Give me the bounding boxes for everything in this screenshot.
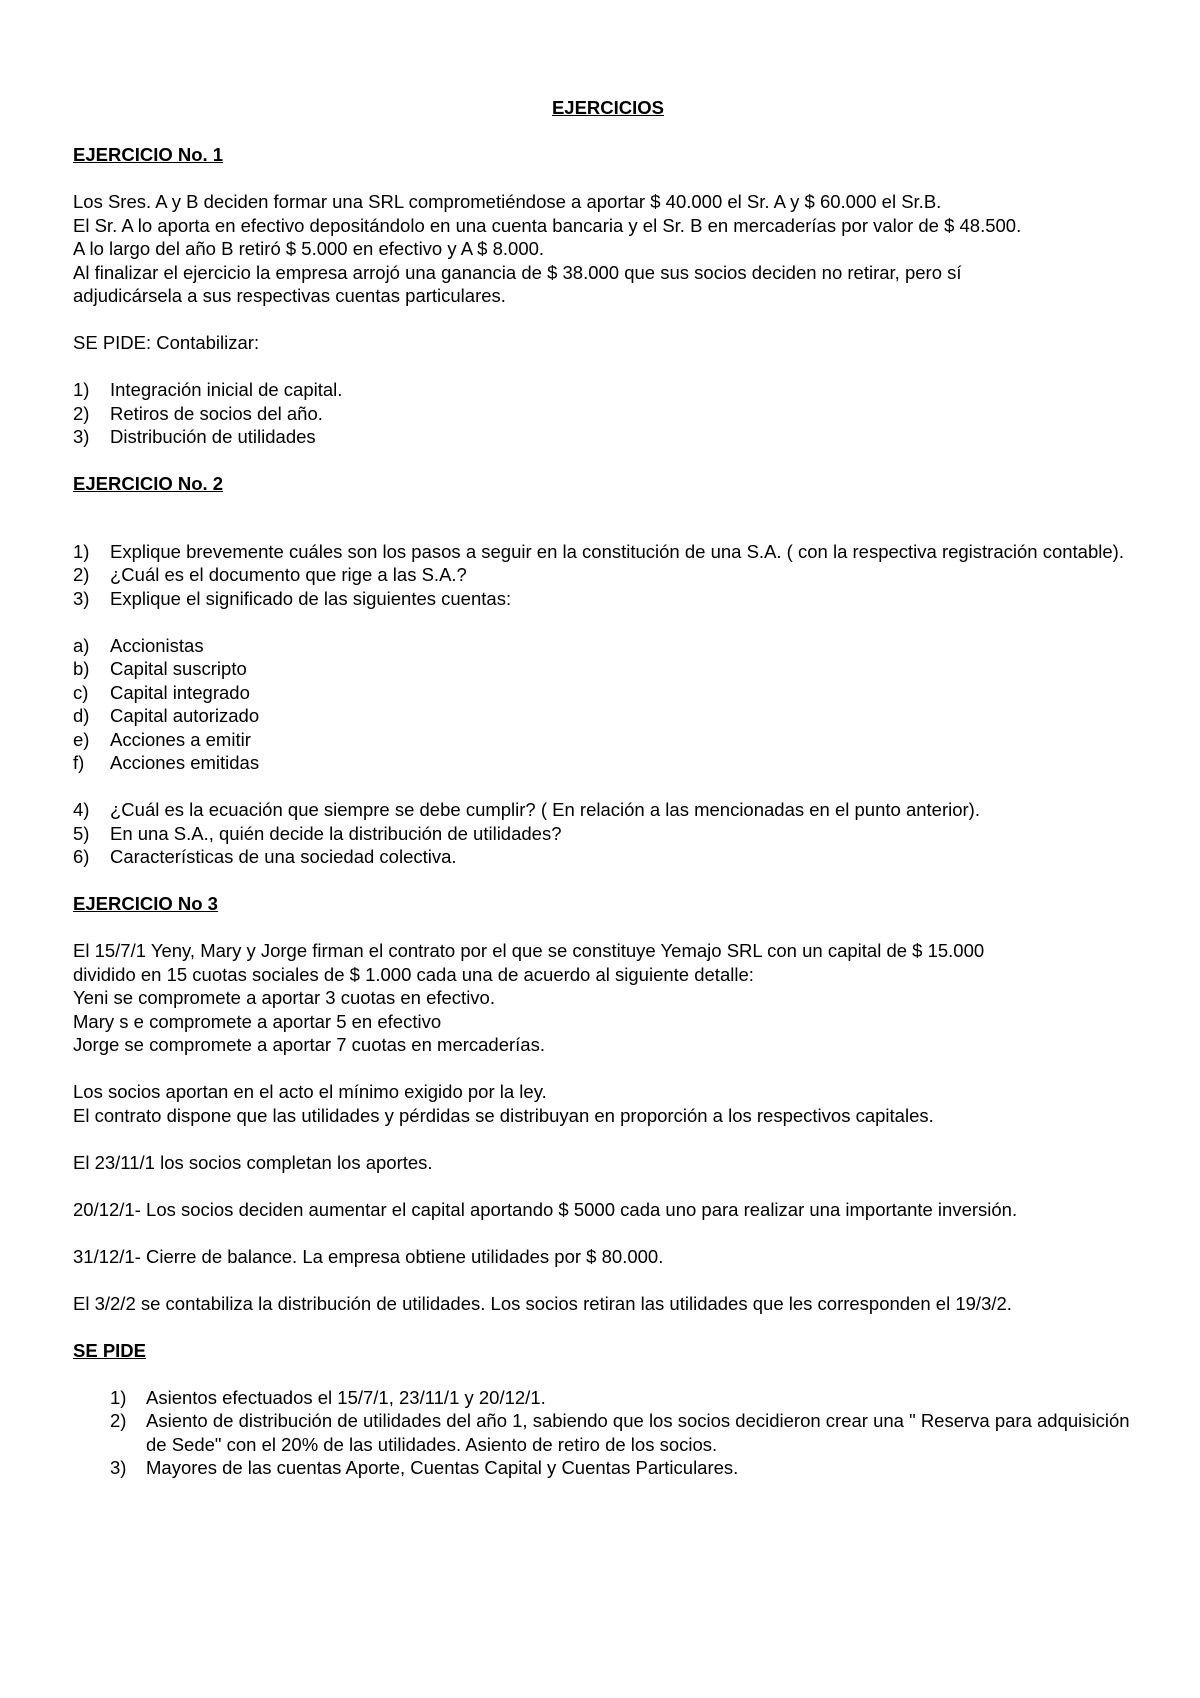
exercise-2-accounts-list [73,634,1143,775]
text-line: Yeni se compromete a aportar 3 cuotas en efectivo. [73,987,495,1008]
text-line: 31/12/1- Cierre de balance. La empresa obtiene utilidades por $ 80.000. [73,1245,664,1267]
text-line: Mary s e compromete a aportar 5 en efectivo [73,1010,442,1032]
text-line: adjudicársela a sus respectivas cuentas particulares. [73,285,506,306]
text-line: Al finalizar el ejercicio la empresa arrojó una ganancia de $ 38.000 que sus socios deciden no retirar, pero sí [73,261,962,283]
list-item: 6) Características de una sociedad colectiva. [73,846,457,867]
list-item: 2) ¿Cuál es el documento que rige a las S.A.? [73,564,467,585]
list-item: 1) Explique brevemente cuáles son los pasos a seguir en la constitución de una S.A. ( con la respectiva registración contable). [73,540,1124,562]
exercise-1-request: SE PIDE: Contabilizar: [73,332,260,353]
text-line: El Sr. A lo aporta en efectivo depositándolo en una cuenta bancaria y el Sr. B en mercaderías por valor de $ 48.500. [73,214,1022,236]
document-page [73,96,1143,1480]
exercise-1-statement [73,190,1143,308]
exercise-3-heading: EJERCICIO No 3 [73,893,218,914]
list-item: 5) En una S.A., quién decide la distribución de utilidades? [73,822,562,844]
exercise-1-heading: EJERCICIO No. 1 [73,144,224,165]
text-line: El contrato dispone que las utilidades y pérdidas se distribuyan en proporción a los respectivos capitales. [73,1104,934,1126]
list-item: d) Capital autorizado [73,705,260,726]
text-line: El 23/11/1 los socios completan los aportes. [73,1151,433,1173]
text-line: Jorge se compromete a aportar 7 cuotas en mercaderías. [73,1034,545,1055]
exercise-1-list [73,378,1143,449]
text-line: A lo largo del año B retiró $ 5.000 en efectivo y A $ 8.000. [73,238,545,259]
text-line: El 3/2/2 se contabiliza la distribución de utilidades. Los socios retiran las utilidades que les corresponden el 19/3/2. [73,1292,1012,1314]
text-line: El 15/7/1 Yeny, Mary y Jorge firman el contrato por el que se constituye Yemajo SRL con un capital de $ 15.000 [73,940,985,961]
list-item: 4) ¿Cuál es la ecuación que siempre se debe cumplir? ( En relación a las mencionadas en el punto anterior). [73,799,980,820]
exercise-3-request-heading: SE PIDE [73,1339,146,1361]
text-line: 20/12/1- Los socios deciden aumentar el capital aportando $ 5000 cada uno para realizar una importante inversión. [73,1198,1018,1220]
text-line: dividido en 15 cuotas sociales de $ 1.000 cada una de acuerdo al siguiente detalle: [73,963,754,985]
exercise-3-list [73,1386,1143,1480]
list-item: c) Capital integrado [73,681,250,703]
list-item: 1) Asientos efectuados el 15/7/1, 23/11/1 y 20/12/1. [110,1386,546,1408]
list-item: 3) Explique el significado de las siguientes cuentas: [73,587,512,609]
text-line: Los socios aportan en el acto el mínimo exigido por la ley. [73,1081,547,1102]
list-item: 3) Distribución de utilidades [73,426,316,447]
list-item: e) Acciones a emitir [73,728,251,750]
document-title: EJERCICIOS [551,97,665,118]
exercise-2-list-a [73,540,1143,611]
list-item: 2) Asiento de distribución de utilidades del año 1, sabiendo que los socios decidieron crear una " Reserva para adquisición de Sede" con el 20% de las utilidades. Asiento de retiro de los socios. [110,1410,1130,1455]
exercise-3-statement [73,939,1143,1057]
list-item: a) Accionistas [73,634,204,656]
exercise-2-heading: EJERCICIO No. 2 [73,473,224,494]
list-item: b) Capital suscripto [73,658,247,679]
list-item: f) Acciones emitidas [73,752,260,773]
text-line: Los Sres. A y B deciden formar una SRL comprometiéndose a aportar $ 40.000 el Sr. A y $ 60.000 el Sr.B. [73,191,942,212]
exercise-2-list-b [73,798,1143,869]
list-item: 2) Retiros de socios del año. [73,402,323,424]
list-item: 3) Mayores de las cuentas Aporte, Cuentas Capital y Cuentas Particulares. [110,1457,739,1478]
list-item: 1) Integración inicial de capital. [73,379,343,400]
